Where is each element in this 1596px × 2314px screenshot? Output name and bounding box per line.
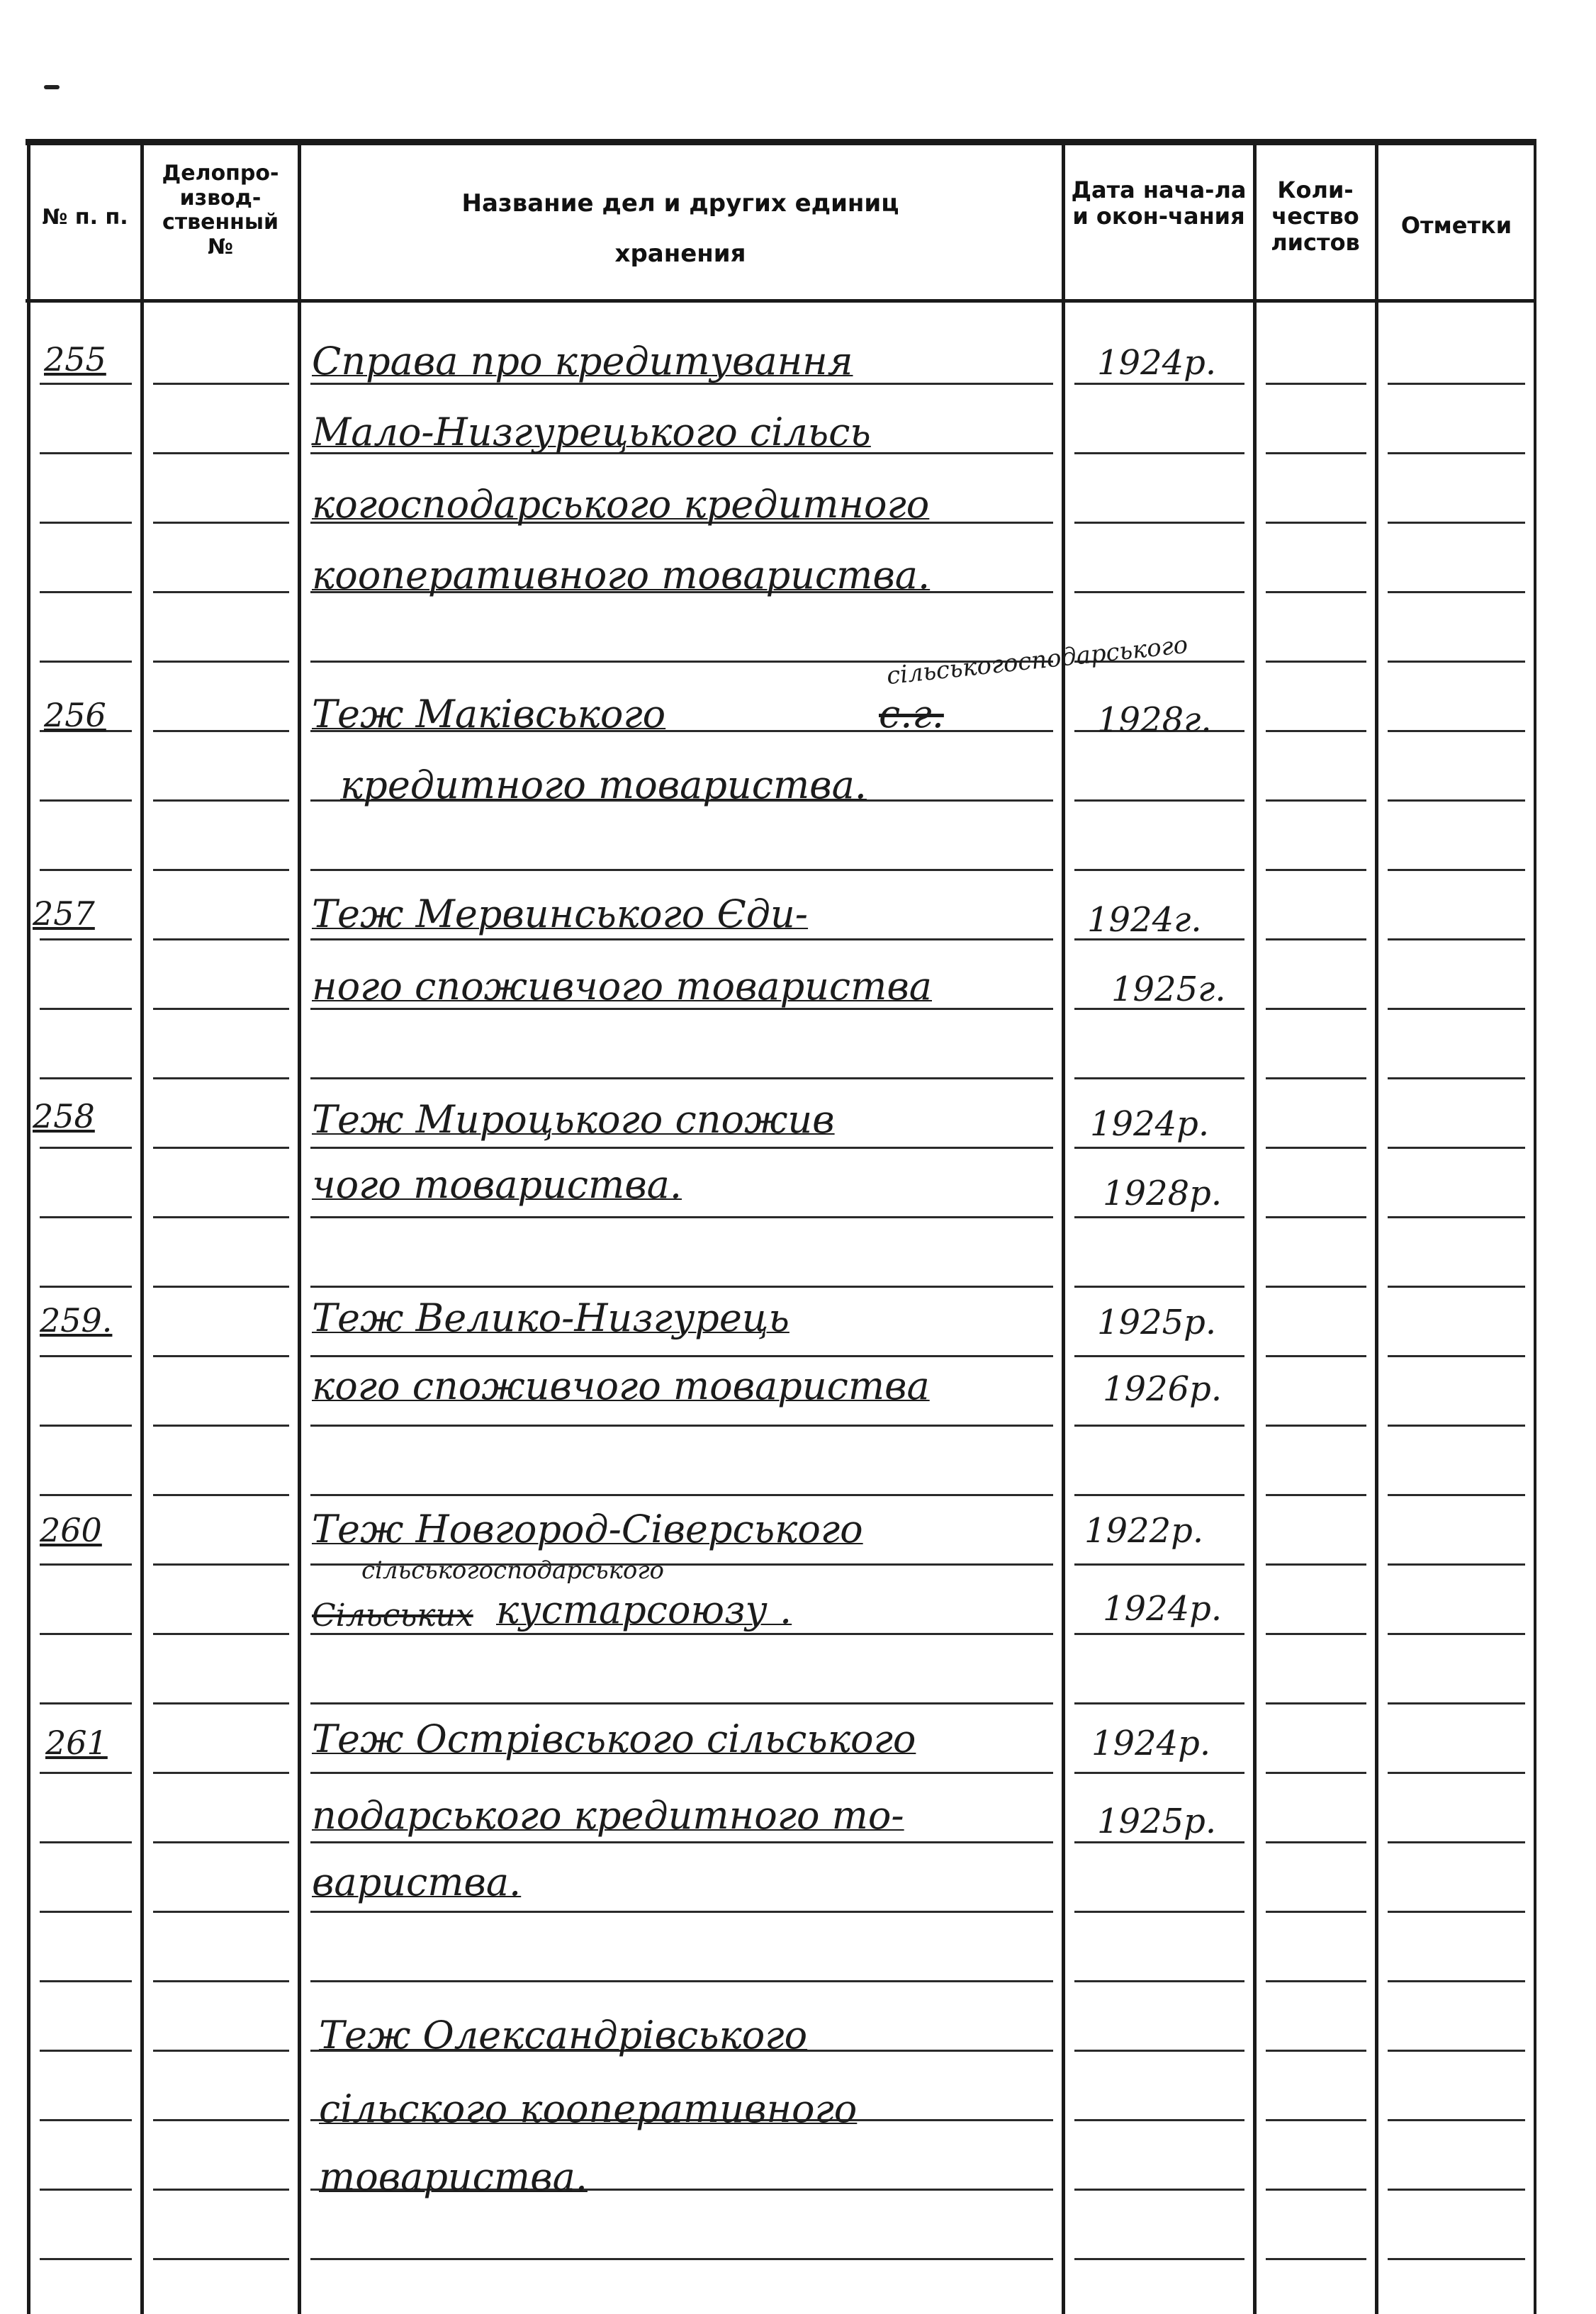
ruled-line-segment [40,1563,132,1566]
ruled-line-segment [1266,1563,1366,1566]
ruled-line-segment [1388,2119,1525,2121]
ruled-line-segment [1388,1008,1525,1010]
ruled-line-segment [1266,730,1366,732]
ruled-line-segment [1266,1702,1366,1704]
ruled-line-segment [1074,1911,1244,1913]
ruled-line-segment [1388,2258,1525,2260]
entry-title-line: кого споживчого товариства [312,1364,930,1408]
entry-title-line: товариства. [319,2155,588,2199]
col-line-3 [1062,139,1065,2314]
ruled-line-segment [310,1216,1053,1218]
ruled-line-segment [40,1841,132,1843]
ruled-line-segment [1074,2189,1244,2191]
ruled-line-segment [153,1008,289,1010]
header-num: № п. п. [42,205,128,230]
ruled-line-segment [1074,1355,1244,1357]
ruled-line-segment [1266,661,1366,663]
col-line-6 [1534,139,1536,2314]
ruled-line-segment [1388,383,1525,385]
header-title: Название дел и других единиц хранения [461,189,899,269]
ruled-line-segment [40,2258,132,2260]
ruled-line-segment [1074,452,1244,454]
entry-title-line: кустарсоюзу . [496,1588,792,1632]
ruled-line-segment [153,869,289,871]
corner-mark [44,85,60,89]
ruled-line-segment [1266,1772,1366,1774]
ruled-line-segment [153,1772,289,1774]
ruled-line-segment [310,1494,1053,1496]
entry-title-line: чого товариства. [312,1162,682,1207]
ruled-line-segment [310,1841,1053,1843]
ruled-line-segment [40,452,132,454]
ruled-line-segment [153,1216,289,1218]
ruled-line-segment [1388,1841,1525,1843]
entry-insertion: сільськогосподарського [885,630,1189,691]
ruled-line-segment [1266,1216,1366,1218]
ruled-line-segment [1266,938,1366,940]
entry-title-line: подарського кредитного то- [312,1793,904,1838]
ruled-line-segment [40,661,132,663]
col-line-5 [1375,139,1378,2314]
ruled-line-segment [153,383,289,385]
ruled-line-segment [1388,1355,1525,1357]
ruled-line-segment [153,452,289,454]
ruled-line-segment [1266,1008,1366,1010]
col-line-2 [298,139,301,2314]
ruled-line-segment [310,869,1053,871]
ruled-line-segment [1266,2189,1366,2191]
entry-title-line: Справа про кредитування [312,339,853,383]
ruled-line-segment [1388,1494,1525,1496]
entry-date: 1924р. [1103,1589,1223,1629]
entry-number: 260 [40,1511,102,1549]
ruled-line-segment [1074,1077,1244,1079]
entry-number: 257 [33,894,95,933]
table-top-border [26,139,1535,145]
ruled-line-segment [40,1077,132,1079]
ruled-line-segment [40,938,132,940]
header-notes: Отметки [1400,212,1512,239]
ruled-line-segment [153,2119,289,2121]
ruled-line-segment [1074,1563,1244,1566]
ruled-line-segment [153,1633,289,1635]
entry-number: 261 [45,1724,108,1762]
ruled-line-segment [1388,869,1525,871]
ruled-line-segment [153,1980,289,1982]
ruled-line-segment [40,1772,132,1774]
ruled-line-segment [310,1772,1053,1774]
ruled-line-segment [40,869,132,871]
ruled-line-segment [153,1494,289,1496]
entry-number: 258 [33,1097,95,1135]
header-sheets: Коли-чество листов [1271,176,1360,256]
ruled-line-segment [40,1286,132,1288]
ruled-line-segment [1388,799,1525,802]
header-date: Дата нача-ла и окон-чания [1071,176,1247,230]
entry-title-line: сільского кооперативного [319,2086,858,2131]
ruled-line-segment [1388,1216,1525,1218]
ruled-line-segment [1074,591,1244,593]
ruled-line-segment [1074,383,1244,385]
ruled-line-segment [1388,661,1525,663]
entry-date: 1925г. [1111,970,1226,1009]
ruled-line-segment [153,799,289,802]
ruled-line-segment [1074,522,1244,524]
ruled-line-segment [1266,1425,1366,1427]
ruled-line-segment [153,730,289,732]
ruled-line-segment [1074,1425,1244,1427]
ruled-line-segment [1388,1633,1525,1635]
ruled-line-segment [1266,591,1366,593]
ruled-line-segment [1074,869,1244,871]
ruled-line-segment [1266,1633,1366,1635]
ruled-line-segment [40,1216,132,1218]
ruled-line-segment [40,591,132,593]
ruled-line-segment [1388,2189,1525,2191]
entry-date: 1924р. [1090,1104,1210,1144]
ruled-line-segment [1266,1077,1366,1079]
ruled-line-segment [40,522,132,524]
ruled-line-segment [1266,869,1366,871]
entry-title-line: ного споживчого товариства [312,964,932,1009]
ruled-line-segment [1388,1980,1525,1982]
entry-number: 259. [40,1301,113,1339]
ruled-line-segment [1266,522,1366,524]
header-bottom-border [26,299,1535,303]
col-line-0 [27,139,30,2314]
ruled-line-segment [1266,452,1366,454]
ruled-line-segment [310,1077,1053,1079]
ruled-line-segment [1266,383,1366,385]
ruled-line-segment [40,2119,132,2121]
entry-date: 1924р. [1097,343,1217,383]
ruled-line-segment [1388,1772,1525,1774]
ruled-line-segment [153,522,289,524]
ruled-line-segment [1388,1702,1525,1704]
ruled-line-segment [1074,2119,1244,2121]
ruled-line-segment [153,2050,289,2052]
ruled-line-segment [310,2258,1053,2260]
ruled-line-segment [40,1980,132,1982]
ruled-line-segment [153,1911,289,1913]
entry-date: 1928г. [1097,700,1212,740]
ruled-line-segment [1266,2119,1366,2121]
ruled-line-segment [1074,1772,1244,1774]
ruled-line-segment [153,1841,289,1843]
header-office-num: Делопро-извод-ственный № [162,161,279,259]
ruled-line-segment [1388,1425,1525,1427]
entry-number: 255 [44,340,106,378]
entry-title-line: кооперативного товариства. [312,553,931,597]
ruled-line-segment [1074,1216,1244,1218]
ruled-line-segment [1074,1841,1244,1843]
ruled-line-segment [310,1286,1053,1288]
ruled-line-segment [1074,1702,1244,1704]
ruled-line-segment [1074,799,1244,802]
col-line-1 [140,139,144,2314]
entry-title-line: Теж Мервинського Єди- [312,892,809,936]
entry-insertion: сільськогосподарського [361,1556,665,1585]
ruled-line-segment [1074,1494,1244,1496]
ruled-line-segment [153,591,289,593]
ruled-line-segment [153,2189,289,2191]
entry-date: 1925р. [1097,1303,1217,1342]
entry-number: 256 [44,696,106,734]
entry-date: 1924р. [1091,1724,1211,1763]
ruled-line-segment [1388,1077,1525,1079]
col-line-4 [1253,139,1257,2314]
ruled-line-segment [310,938,1053,940]
ruled-line-segment [153,1147,289,1149]
ruled-line-segment [153,1286,289,1288]
ruled-line-segment [1388,938,1525,940]
entry-title-line: когосподарського кредитного [312,482,930,527]
ruled-line-segment [1388,1911,1525,1913]
ruled-line-segment [1074,1633,1244,1635]
ruled-line-segment [1266,1911,1366,1913]
entry-title-line: Теж Мироцького спожив [312,1097,835,1142]
ruled-line-segment [153,1355,289,1357]
ruled-line-segment [153,2258,289,2260]
ruled-line-segment [1074,2050,1244,2052]
ruled-line-segment [310,1147,1053,1149]
ruled-line-segment [1388,730,1525,732]
ruled-line-segment [1074,1980,1244,1982]
ruled-line-segment [310,1911,1053,1913]
entry-date: 1924г. [1087,900,1202,940]
entry-title-line: вариства. [312,1860,522,1904]
ruled-line-segment [1388,522,1525,524]
ruled-line-segment [1266,1494,1366,1496]
entry-struck-text: с.г. [879,692,944,736]
ruled-line-segment [1266,1147,1366,1149]
ruled-line-segment [1074,2258,1244,2260]
entry-date: 1925р. [1097,1802,1217,1841]
entry-struck-text: Сільських [312,1597,473,1634]
entry-title-line: Теж Острівського сільського [312,1717,916,1761]
ruled-line-segment [1266,2050,1366,2052]
entry-title-line: Теж Велико-Низгурець [312,1296,789,1340]
ruled-line-segment [153,1077,289,1079]
ruled-line-segment [1074,1147,1244,1149]
ruled-line-segment [1388,1147,1525,1149]
ruled-line-segment [1074,1286,1244,1288]
ruled-line-segment [1266,1355,1366,1357]
ruled-line-segment [1266,1980,1366,1982]
ruled-line-segment [1266,1286,1366,1288]
ruled-line-segment [40,1633,132,1635]
ruled-line-segment [1388,591,1525,593]
ruled-line-segment [153,938,289,940]
ruled-line-segment [310,1355,1053,1357]
ruled-line-segment [40,383,132,385]
ruled-line-segment [153,661,289,663]
entry-title-line: Мало-Низгурецького сільсь [312,410,871,454]
ruled-line-segment [1388,2050,1525,2052]
ruled-line-segment [1388,1563,1525,1566]
ruled-line-segment [40,2189,132,2191]
ruled-line-segment [1266,2258,1366,2260]
ruled-line-segment [40,1425,132,1427]
ruled-line-segment [153,1563,289,1566]
ruled-line-segment [1388,1286,1525,1288]
entry-title-line: Теж Маківського [312,692,666,736]
entry-date: 1922р. [1084,1511,1204,1551]
ruled-line-segment [1266,1841,1366,1843]
ruled-line-segment [1266,799,1366,802]
ruled-line-segment [153,1425,289,1427]
ruled-line-segment [1388,452,1525,454]
ruled-line-segment [40,1008,132,1010]
ruled-line-segment [40,1911,132,1913]
entry-title-line: Теж Новгород-Сіверського [312,1507,863,1551]
entry-date: 1926р. [1103,1369,1223,1409]
ruled-line-segment [40,1702,132,1704]
ruled-line-segment [310,1702,1053,1704]
ruled-line-segment [40,1355,132,1357]
entry-title-line: Теж Олександрівського [319,2013,808,2057]
ruled-line-segment [40,799,132,802]
entry-date: 1928р. [1103,1174,1223,1213]
ruled-line-segment [310,1425,1053,1427]
ruled-line-segment [40,1494,132,1496]
ruled-line-segment [40,1147,132,1149]
entry-title-line: кредитного товариства. [340,763,867,807]
ruled-line-segment [310,1980,1053,1982]
ruled-line-segment [40,2050,132,2052]
ruled-line-segment [153,1702,289,1704]
